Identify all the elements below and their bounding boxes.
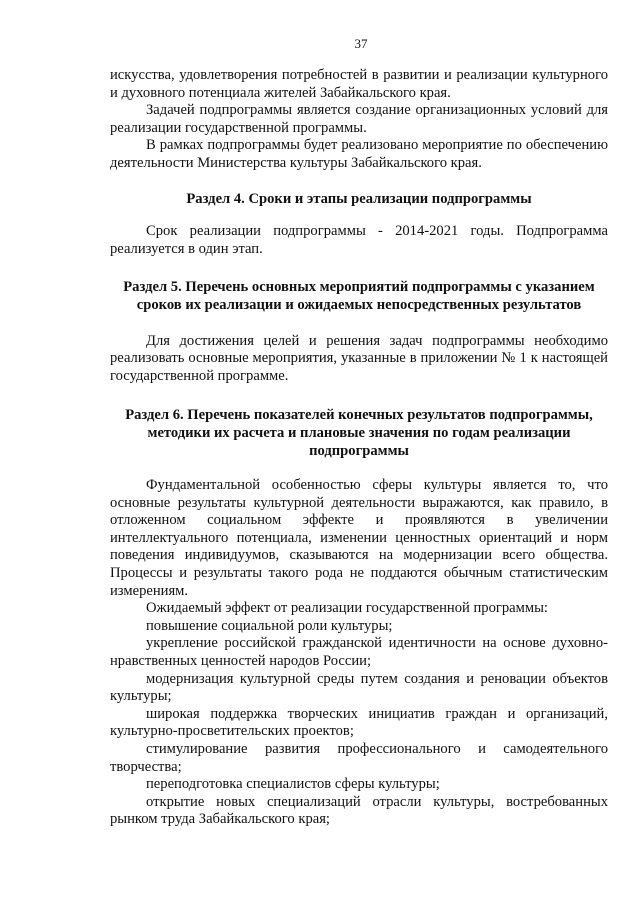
intro-paragraph-2: Задачей подпрограммы является создание организационных условий для реализации государственной программы. — [110, 102, 608, 136]
effect-item-4: широкая поддержка творческих инициатив граждан и организаций, культурно-просветительских проектов; — [110, 705, 608, 740]
intro-paragraph-3: В рамках подпрограммы будет реализовано мероприятие по обеспечению деятельности Министерства культуры Забайкальского края. — [110, 137, 608, 171]
section-6-text: Фундаментальной особенностью сферы культуры является то, что основные результаты культурной деятельности выражаются, как правило, в отложенном социальном эффекте и проявляются в увеличении интеллектуального потенциала, изменении ценностных ориентаций и норм поведения индивидуумов, сказываются на модернизации всего общества. Процессы и результаты такого рода не поддаются обычным статистическим измерениям. — [110, 477, 608, 599]
effect-item-5: стимулирование развития профессионального и самодеятельного творчества; — [110, 741, 608, 775]
effects-intro: Ожидаемый эффект от реализации государственной программы: — [146, 600, 548, 617]
effect-item-1: повышение социальной роли культуры; — [146, 617, 393, 634]
page-number: 37 — [354, 36, 368, 51]
section-4-text: Срок реализации подпрограммы - 2014-2021 годы. Подпрограмма реализуется в один этап. — [110, 223, 608, 257]
section-4-heading: Раздел 4. Сроки и этапы реализации подпрограммы — [186, 190, 532, 207]
intro-paragraph-1: искусства, удовлетворения потребностей в развитии и реализации культурного и духовного потенциала жителей Забайкальского края. — [110, 67, 608, 101]
section-6-heading: Раздел 6. Перечень показателей конечных результатов подпрограммы, методики их расчета и плановые значения по годам реализации подпрограммы — [125, 407, 593, 459]
effect-item-7: открытие новых специализаций отрасли культуры, востребованных рынком труда Забайкальского края; — [110, 793, 608, 828]
effect-item-3: модернизация культурной среды путем создания и реновации объектов культуры; — [110, 670, 608, 705]
section-5-text: Для достижения целей и решения задач подпрограммы необходимо реализовать основные мероприятия, указанные в приложении № 1 к настоящей государственной программе. — [110, 332, 608, 384]
effect-item-2: укрепление российской гражданской идентичности на основе духовно-нравственных ценностей народов России; — [110, 635, 608, 670]
effect-item-6: переподготовка специалистов сферы культуры; — [146, 776, 440, 793]
section-5-heading: Раздел 5. Перечень основных мероприятий подпрограммы с указанием сроков их реализации и ожидаемых непосредственных результатов — [123, 279, 595, 313]
